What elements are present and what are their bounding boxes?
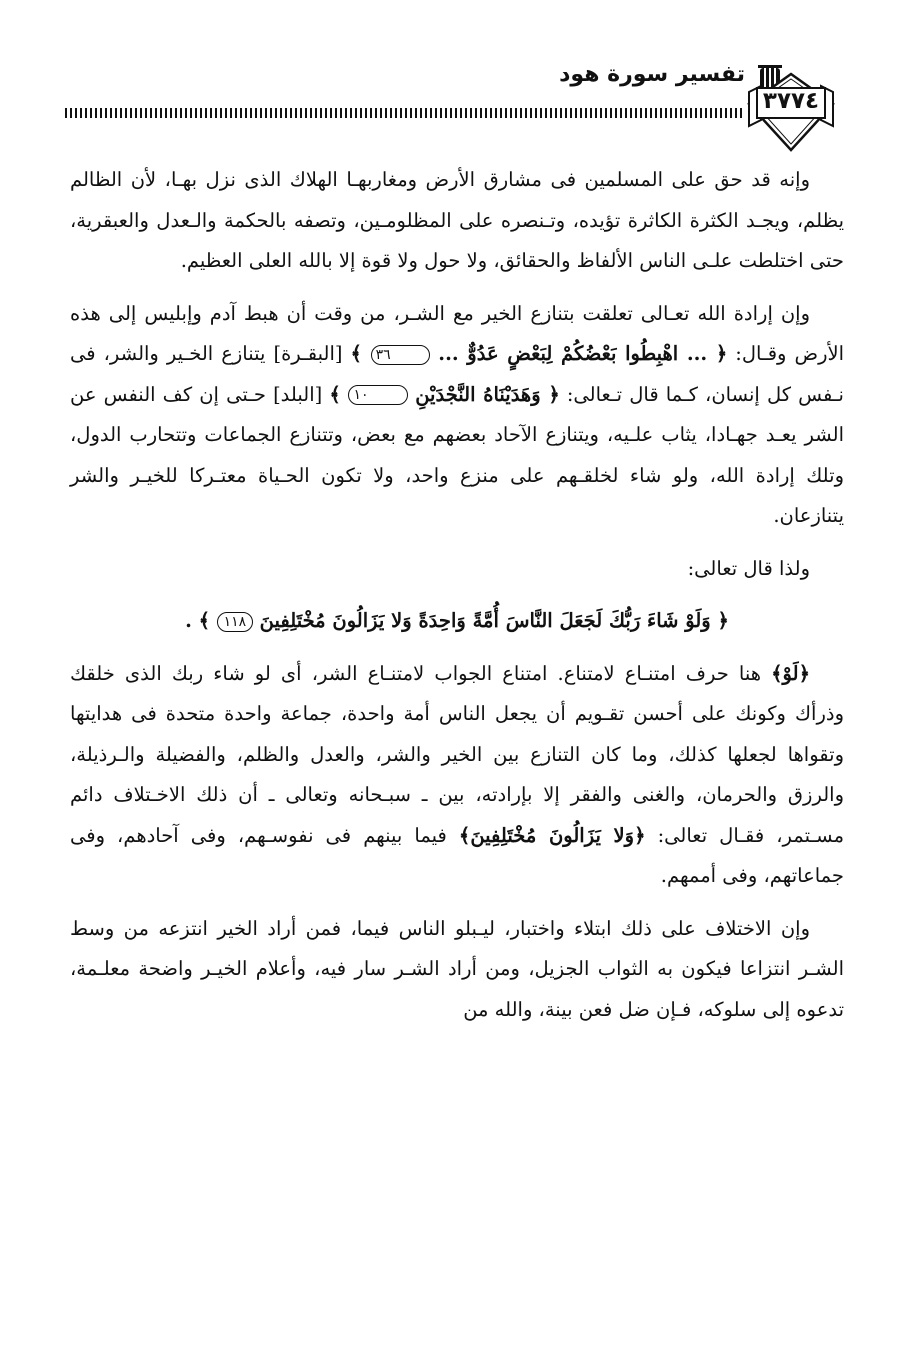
verse-text: ﴿ وَلَوْ شَاءَ رَبُّكَ لَجَعَلَ النَّاسَ أُمَّةً وَاحِدَةً وَلا يَزَالُونَ مُخْتَلِفِينَ [252,609,729,632]
quran-quote [70,601,844,642]
verse-bracket: ﴾ [350,342,371,365]
paragraph-text: وإن إرادة الله تعـالى تعلقت بتنازع الخير مع الشـر، من وقت أن هبط آدم وإبليس إلى هذه الأرض وقـال: [70,301,845,365]
paragraph-text: [البلد] حـتى إن كف النفس عن الشر يعـد جهـادا، يثاب علـيه، ويتنازع الآحاد بعضهم مع بعض، وتتنازع الجماعات وتتحارب الدول، وتلك إرادة الله، ولو شاء لخلقـهم على منزع واحد، ولا تكون الحـياة معتـركا للخيـر والشر يتنازعان. [70,382,844,527]
quran-word: ﴿لَوْ﴾ [771,661,810,685]
quran-verse [329,383,559,406]
ayah-number-badge: ٣٦ [371,345,430,365]
running-title: تفسير سورة هود [559,62,745,87]
paragraph: وإنه قد حق على المسلمين فى مشارق الأرض ومغاربهـا الهلاك الذى نزل بهـا، لأن الظالم يظلم، ويجـد الكثرة الكاثرة تؤيده، وتـنصره على المظلومـين، وتصفه بالحكمة والـعدل والعبقرية، حتى اختلطت علـى الناس الألفاظ والحقائق، ولا حول ولا قوة إلا بالله العلى العظيم. [70,168,844,272]
page-header [60,50,840,140]
page-body [70,160,844,1042]
paragraph-text: فيما بينهم فى نفوسـهم، وفى آحادهم، وفى جماعاتهم، وفى أممهم. [70,823,844,887]
verse-text: ﴿ ... اهْبِطُوا بَعْضُكُمْ لِبَعْضٍ عَدُوٌّ ... [429,342,728,365]
verse-bracket: ﴾ [329,382,349,406]
verse-bracket: ﴾ . [185,609,217,632]
paragraph-text: [البقـرة] يتنازع الخـير والشر، فى نـفس كل إنسان، كـما قال تـعالى: [70,342,844,406]
paragraph [70,654,844,897]
paragraph: وإن الاختلاف على ذلك ابتلاء واختبار، ليـبلو الناس فيما، فمن أراد الخير انتزعه من وسط الشـر انتزاعا فيكون به الثواب الجزيل، ومن أراد الشـر سار فيه، وأعلام الخيـر واضحة معلـمة، تدعوه إلى سلوكه، فـإن ضل فعن بينة، والله من [70,916,844,1021]
quran-verse: ﴿وَلا يَزَالُونَ مُخْتَلِفِينَ﴾ [458,823,646,847]
ayah-number-badge: ١١٨ [217,612,253,632]
paragraph: ولذا قال تعالى: [687,556,810,580]
quran-verse [351,342,728,365]
paragraph [70,294,844,537]
ayah-number-badge: ١٠ [348,385,407,405]
paragraph-text: هنا حرف امتنـاع لامتناع. امتناع الجواب لامتنـاع الشر، أى لو شاء ربك الذى خلقك وذرأك وكونك على أحسن تقـويم أن يجعل الناس أمة واحدة، جماعة واحدة متحدة فى هدايتها وتقواها لجعلها كذلك، وما كان التنازع بين الخير والشر، والعدل والظلم، والفضيلة والـرذيلة، والرزق والحرمان، والغنى والفقر إلا بإرادته، بين ـ سبـحانه وتعالى ـ أن ذلك الاخـتلاف دائم مسـتمر، فقـال تعالى: [70,661,845,847]
header-rule [65,108,745,118]
page-number: ٣٧٧٤ [762,88,820,114]
verse-text: ﴿ وَهَدَيْنَاهُ النَّجْدَيْنِ [407,382,560,406]
